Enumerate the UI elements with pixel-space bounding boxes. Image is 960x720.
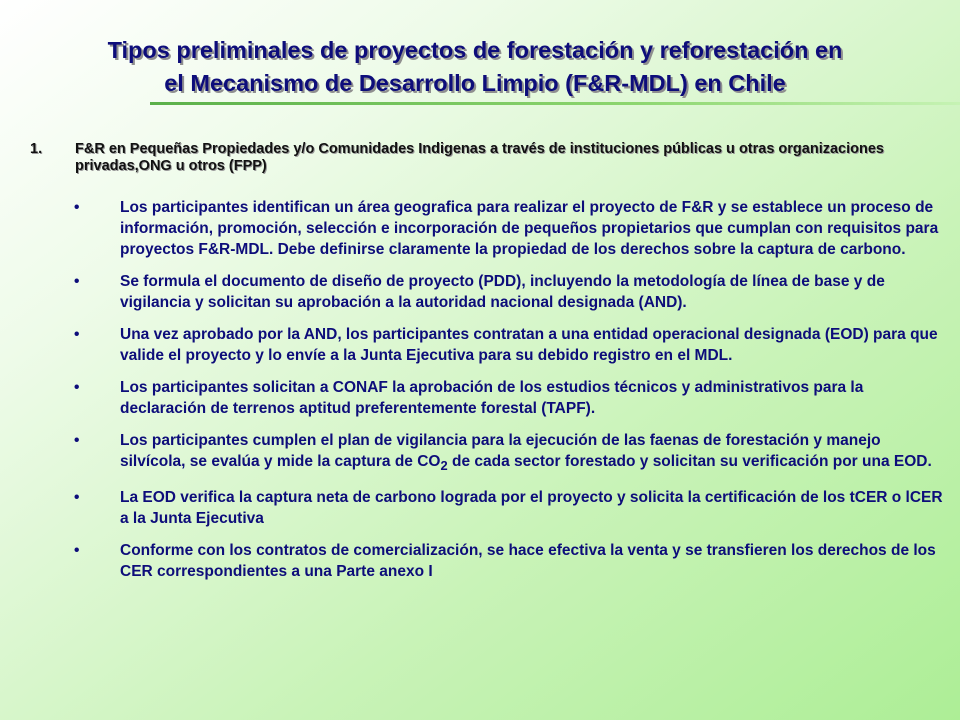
bullet-dot: • [74,379,80,396]
bullet-dot: • [74,199,80,216]
bullet-text: Se formula el documento de diseño de proyecto (PDD), incluyendo la metodología de línea de base y de vigilancia y solicitan su aprobación a la autoridad nacional designada (AND). [120,273,885,311]
slide-title-line-2: el Mecanismo de Desarrollo Limpio (F&R-MDL) en Chile [164,70,786,96]
bullet-text [120,430,945,476]
bullet-item [0,377,960,419]
slide-title-line-1: Tipos preliminales de proyectos de forestación y reforestación en [107,37,843,63]
bullet-dot: • [74,273,80,290]
bullet-dot: • [74,489,80,507]
bullet-list [0,197,960,593]
bullet-dot: • [74,432,80,449]
bullet-item [0,540,960,582]
bullet-item [0,430,960,476]
bullet-text: Los participantes identifican un área geografica para realizar el proyecto de F&R y se establece un proceso de información, promoción, selección e incorporación de pequeños propietarios que cumplan con requisitos para proyectos F&R-MDL. Debe definirse claramente la propiedad de los derechos sobre la captura de carbono. [120,199,939,258]
title-divider [150,102,960,105]
bullet-text-part: de cada sector forestado y solicitan su verificación por una EOD. [447,453,932,470]
section-heading-text: F&R en Pequeñas Propiedades y/o Comunidades Indigenas a través de instituciones públicas u otras organizaciones privadas,ONG u otros (FPP) [75,141,884,174]
co2-subscript: 2 [440,458,448,474]
bullet-item [0,271,960,313]
bullet-item [0,324,960,366]
bullet-text: Los participantes solicitan a CONAF la aprobación de los estudios técnicos y administrativos para la declaración de terrenos aptitud preferentemente forestal (TAPF). [120,379,864,417]
bullet-dot: • [74,542,80,560]
bullet-text: La EOD verifica la captura neta de carbono lograda por el proyecto y solicita la certificación de los tCER o lCER a la Junta Ejecutiva [120,489,943,528]
bullet-dot: • [74,326,80,343]
bullet-text-part: Los participantes cumplen el plan de vigilancia para la ejecución de las faenas de forestación y manejo silvícola, se evalúa y mide la captura de CO [120,432,881,470]
section-heading [30,141,935,175]
bullet-text: Una vez aprobado por la AND, los participantes contratan a una entidad operacional designada (EOD) para que valide el proyecto y lo envíe a la Junta Ejecutiva para su debido registro en el MDL. [120,326,938,364]
bullet-text: Conforme con los contratos de comercialización, se hace efectiva la venta y se transfieren los derechos de los CER correspondientes a una Parte anexo I [120,542,936,581]
bullet-item [0,197,960,260]
slide-title [20,34,930,100]
section-number: 1. [30,141,43,157]
bullet-item [0,487,960,529]
